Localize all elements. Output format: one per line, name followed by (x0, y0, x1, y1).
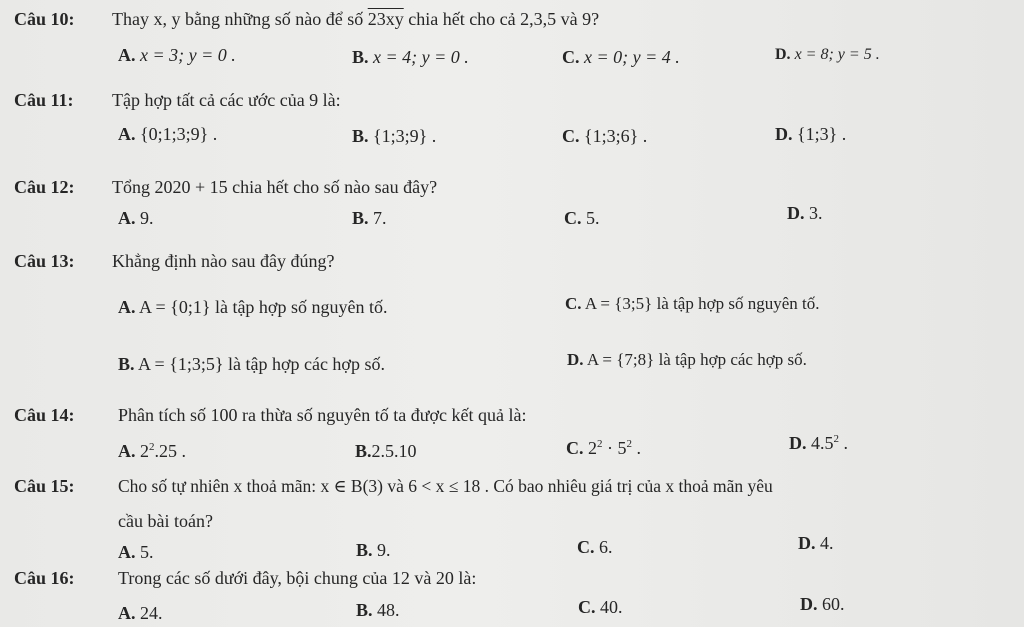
q14-option-c[interactable]: C. $2^2 \cdot 5^2$ . (566, 438, 641, 458)
question-10-label: Câu 10: (14, 9, 75, 29)
q16-option-b[interactable]: B. 48. (356, 600, 400, 620)
question-11-label: Câu 11: (14, 90, 74, 110)
q13-option-a[interactable]: A. A = {0;1} là tập hợp số nguyên tố. (118, 297, 388, 317)
q11-option-b[interactable]: B. {1;3;9} . (352, 126, 437, 146)
q16-option-c[interactable]: C. 40. (578, 597, 623, 617)
q12-option-b[interactable]: B. 7. (352, 208, 387, 228)
q12-option-d[interactable]: D. 3. (787, 203, 823, 223)
q13-option-b[interactable]: B. A = {1;3;5} là tập hợp các hợp số. (118, 354, 385, 374)
q14-option-d[interactable]: D. $4.5^2$ . (789, 433, 848, 453)
question-13-label: Câu 13: (14, 251, 75, 271)
q10-option-c[interactable]: C. x = 0; y = 4 . (562, 47, 680, 67)
question-11-text: Tập hợp tất cả các ước của 9 là: (112, 90, 341, 110)
question-16-label: Câu 16: (14, 568, 75, 588)
question-12-text: Tổng 2020 + 15 chia hết cho số nào sau đây? (112, 177, 438, 197)
question-15-text-line2: cầu bài toán? (118, 511, 213, 531)
q13-option-c[interactable]: C. A = {3;5} là tập hợp số nguyên tố. (565, 294, 820, 313)
q15-option-c[interactable]: C. 6. (577, 537, 613, 557)
question-15-text: Cho số tự nhiên x thoả mãn: x ∈ B(3) và 6 < x ≤ 18 . Có bao nhiêu giá trị của x thoả mãn yêu (118, 476, 773, 496)
question-14-label: Câu 14: (14, 405, 75, 425)
q11-option-d[interactable]: D. {1;3} . (775, 124, 847, 144)
question-15-label: Câu 15: (14, 476, 75, 496)
q10-option-a[interactable]: A. x = 3; y = 0 . (118, 45, 236, 65)
question-10-text: Thay x, y bằng những số nào để số 23xy chia hết cho cả 2,3,5 và 9? (112, 9, 600, 29)
q16-option-a[interactable]: A. 24. (118, 603, 163, 623)
q12-option-a[interactable]: A. 9. (118, 208, 154, 228)
question-14-text: Phân tích số 100 ra thừa số nguyên tố ta được kết quả là: (118, 405, 527, 425)
q15-option-d[interactable]: D. 4. (798, 533, 834, 553)
q11-option-a[interactable]: A. {0;1;3;9} . (118, 124, 218, 144)
question-13-text: Khẳng định nào sau đây đúng? (112, 251, 335, 271)
q10-option-b[interactable]: B. x = 4; y = 0 . (352, 47, 469, 67)
q12-option-c[interactable]: C. 5. (564, 208, 600, 228)
q15-option-a[interactable]: A. 5. (118, 542, 154, 562)
q13-option-d[interactable]: D. A = {7;8} là tập hợp các hợp số. (567, 350, 807, 369)
overline-number: 23xy (367, 9, 404, 29)
q15-option-b[interactable]: B. 9. (356, 540, 391, 560)
q14-option-b[interactable]: B.2.5.10 (355, 441, 417, 461)
q14-option-a[interactable]: A. $2^2.25$ . (118, 441, 186, 461)
q10-option-d[interactable]: D. x = 8; y = 5 . (775, 46, 880, 63)
question-16-text: Trong các số dưới đây, bội chung của 12 và 20 là: (118, 568, 477, 588)
question-12-label: Câu 12: (14, 177, 75, 197)
q11-option-c[interactable]: C. {1;3;6} . (562, 126, 648, 146)
q16-option-d[interactable]: D. 60. (800, 594, 845, 614)
